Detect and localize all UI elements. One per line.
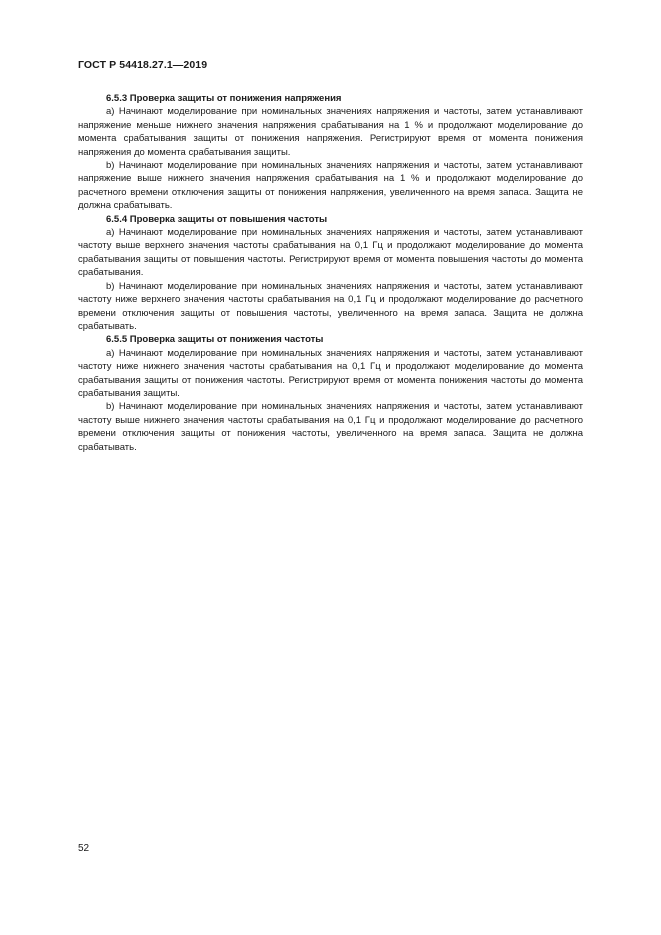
paragraph-item-a: а) Начинают моделирование при номинальных значениях напряжения и частоты, затем устанавливают частоту ниже нижнего значения частоты срабатывания на 0,1 Гц и продолжают моделирование до момента срабатывания защиты от понижения частоты. Регистрируют время от момента понижения частоты до момента срабатывания защиты.	[78, 347, 583, 399]
section-heading: 6.5.3 Проверка защиты от понижения напряжения	[106, 93, 342, 104]
document-id-header: ГОСТ Р 54418.27.1—2019	[78, 59, 208, 71]
section-6-5-3	[78, 92, 583, 213]
section-6-5-5	[78, 333, 583, 454]
section-heading: 6.5.5 Проверка защиты от понижения частоты	[106, 334, 324, 346]
paragraph-item-b: b) Начинают моделирование при номинальных значениях напряжения и частоты, затем устанавливают частоту выше нижнего значения частоты срабатывания на 0,1 Гц и продолжают моделирование до расчетного времени отключения защиты от понижения частоты, увеличенного на время запаса. Защита не должна срабатывать.	[78, 401, 583, 453]
page-number: 52	[78, 843, 90, 854]
paragraph-item-b: b) Начинают моделирование при номинальных значениях напряжения и частоты, затем устанавливают напряжение выше нижнего значения напряжения срабатывания на 1 % и продолжают моделирование до расчетного времени отключения защиты от понижения напряжения, увеличенного на время запаса. Защита не должна срабатывать.	[78, 160, 583, 212]
section-heading: 6.5.4 Проверка защиты от повышения частоты	[106, 213, 328, 225]
paragraph-item-a: а) Начинают моделирование при номинальных значениях напряжения и частоты, затем устанавливают напряжение меньше нижнего значения напряжения срабатывания на 1 % и продолжают моделирование до момента срабатывания защиты от понижения напряжения. Регистрируют время от момента понижения напряжения до момента срабатывания защиты.	[78, 106, 583, 158]
paragraph-item-a: а) Начинают моделирование при номинальных значениях напряжения и частоты, затем устанавливают частоту выше верхнего значения частоты срабатывания на 0,1 Гц и продолжают моделирование до момента срабатывания защиты от повышения частоты. Регистрируют время от момента повышения частоты до момента срабатывания.	[78, 227, 583, 279]
section-6-5-4	[78, 213, 583, 334]
paragraph-item-b: b) Начинают моделирование при номинальных значениях напряжения и частоты, затем устанавливают частоту ниже верхнего значения частоты срабатывания на 0,1 Гц и продолжают моделирование до расчетного времени отключения защиты от повышения частоты, увеличенного на время запаса. Защита не должна срабатывать.	[78, 280, 583, 332]
document-body	[78, 92, 583, 454]
